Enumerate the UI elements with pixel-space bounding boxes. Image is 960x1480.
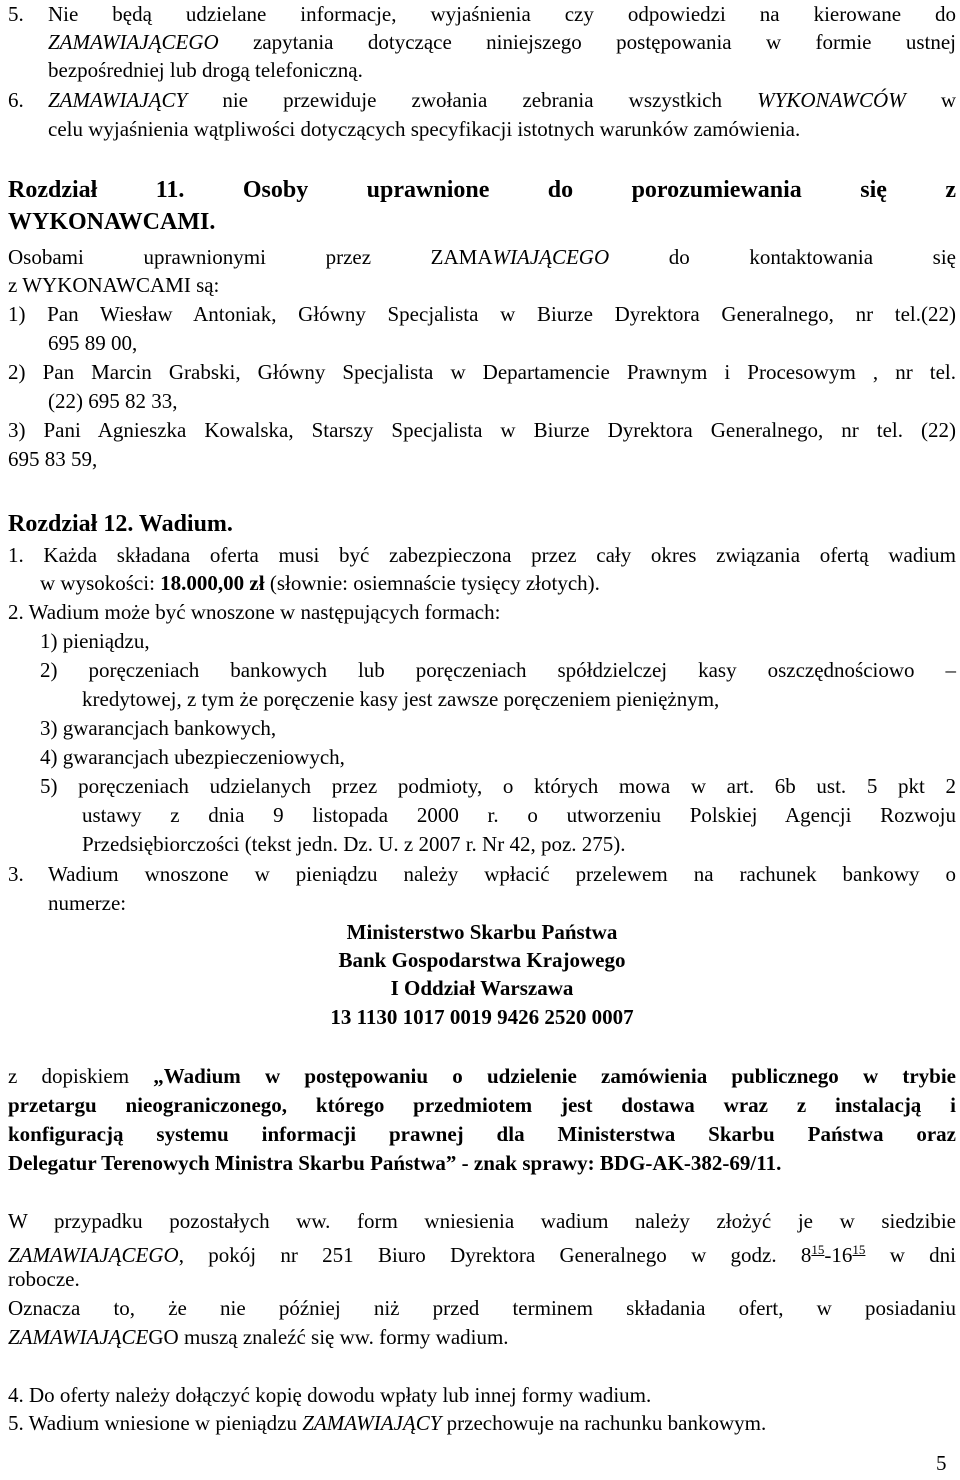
item-5-line2: ZAMAWIAJĄCEGO zapytania dotyczące niniejszego postępowania w formie ustnej <box>48 30 956 54</box>
wadium-5: 5. Wadium wniesione w pieniądzu ZAMAWIAJĄCY przechowuje na rachunku bankowym. <box>8 1411 767 1435</box>
form-2: 2) poręczeniach bankowych lub poręczeniach spółdzielczej kasy oszczędnościowo – <box>40 658 956 682</box>
form-2-cont: kredytowej, z tym że poręczenie kasy jest zawsze poręczeniem pieniężnym, <box>82 687 720 711</box>
other-forms-line2: ZAMAWIAJĄCEGO, pokój nr 251 Biuro Dyrektora Generalnego w godz. $8^{15}-16^{15}$ w dni <box>8 1242 956 1267</box>
chapter-11-heading-cont: WYKONAWCAMI. <box>8 209 216 235</box>
bank-name: Ministerstwo Skarbu Państwa <box>346 920 618 944</box>
note-line3: konfiguracją systemu informacji prawnej dla Ministerstwa Skarbu Państwa oraz <box>8 1122 956 1146</box>
page-number: 5 <box>936 1451 947 1475</box>
note-line4: Delegatur Terenowych Ministra Skarbu Państwa” - znak sprawy: BDG-AK-382-69/11. <box>8 1151 782 1175</box>
wadium-1: 1. Każda składana oferta musi być zabezpieczona przez cały okres związania ofertą wadium <box>8 543 956 567</box>
item-6-line1: ZAMAWIAJĄCY nie przewiduje zwołania zebrania wszystkich WYKONAWCÓW w <box>48 88 956 112</box>
wadium-3-cont: numerze: <box>48 891 127 915</box>
chapter-12-heading: Rozdział 12. Wadium. <box>8 511 233 537</box>
form-3: 3) gwarancjach bankowych, <box>40 716 277 740</box>
form-5-cont2: Przedsiębiorczości (tekst jedn. Dz. U. z 2007 r. Nr 42, poz. 275). <box>82 832 626 856</box>
chapter-11-intro-cont: z WYKONAWCAMI są: <box>8 273 220 297</box>
item-6-line2: celu wyjaśnienia wątpliwości dotyczących specyfikacji istotnych warunków zamówienia. <box>48 117 801 141</box>
contact-3-phone: 695 83 59, <box>8 447 98 471</box>
wadium-2: 2. Wadium może być wnoszone w następujących formach: <box>8 600 501 624</box>
note-line2: przetargu nieograniczonego, którego przedmiotem jest dostawa wraz z instalacją i <box>8 1093 956 1117</box>
wadium-3: Wadium wnoszone w pieniądzu należy wpłacić przelewem na rachunek bankowy o <box>48 862 956 886</box>
note-line1: z dopiskiem „Wadium w postępowaniu o udzielenie zamówienia publicznego w trybie <box>8 1064 956 1088</box>
form-4: 4) gwarancjach ubezpieczeniowych, <box>40 745 345 769</box>
item-5-line3: bezpośredniej lub drogą telefoniczną. <box>48 58 363 82</box>
bank-institution: Bank Gospodarstwa Krajowego <box>338 948 626 972</box>
form-5: 5) poręczeniach udzielanych przez podmioty, o których mowa w art. 6b ust. 5 pkt 2 <box>40 774 956 798</box>
contact-1: 1) Pan Wiesław Antoniak, Główny Specjalista w Biurze Dyrektora Generalnego, nr tel.(22) <box>8 302 956 326</box>
form-5-cont: ustawy z dnia 9 listopada 2000 r. o utworzeniu Polskiej Agencji Rozwoju <box>82 803 956 827</box>
chapter-11-intro: Osobami uprawnionymi przez ZAMAWIAJĄCEGO do kontaktowania się <box>8 245 956 269</box>
chapter-11-heading: Rozdział 11. Osoby uprawnione do porozumiewania się z <box>8 177 956 203</box>
other-forms-line3: robocze. <box>8 1267 80 1291</box>
contact-2: 2) Pan Marcin Grabski, Główny Specjalista w Departamencie Prawnym i Procesowym , nr tel. <box>8 360 956 384</box>
meaning-line1: Oznacza to, że nie później niż przed terminem składania ofert, w posiadaniu <box>8 1296 956 1320</box>
form-1: 1) pieniądzu, <box>40 629 150 653</box>
contact-1-phone: 695 89 00, <box>48 331 138 355</box>
meaning-line2: ZAMAWIAJĄCEGO muszą znaleźć się ww. formy wadium. <box>8 1325 509 1349</box>
other-forms-line1: W przypadku pozostałych ww. form wniesienia wadium należy złożyć je w siedzibie <box>8 1209 956 1233</box>
contact-2-phone: (22) 695 82 33, <box>48 389 178 413</box>
bank-account-number: 13 1130 1017 0019 9426 2520 0007 <box>330 1005 634 1029</box>
wadium-4: 4. Do oferty należy dołączyć kopię dowodu wpłaty lub innej formy wadium. <box>8 1383 652 1407</box>
contact-3: 3) Pani Agnieszka Kowalska, Starszy Specjalista w Biurze Dyrektora Generalnego, nr tel. (22) <box>8 418 956 442</box>
wadium-1-amount: w wysokości: 18.000,00 zł (słownie: osiemnaście tysięcy złotych). <box>40 571 600 595</box>
bank-branch: I Oddział Warszawa <box>390 976 574 1000</box>
